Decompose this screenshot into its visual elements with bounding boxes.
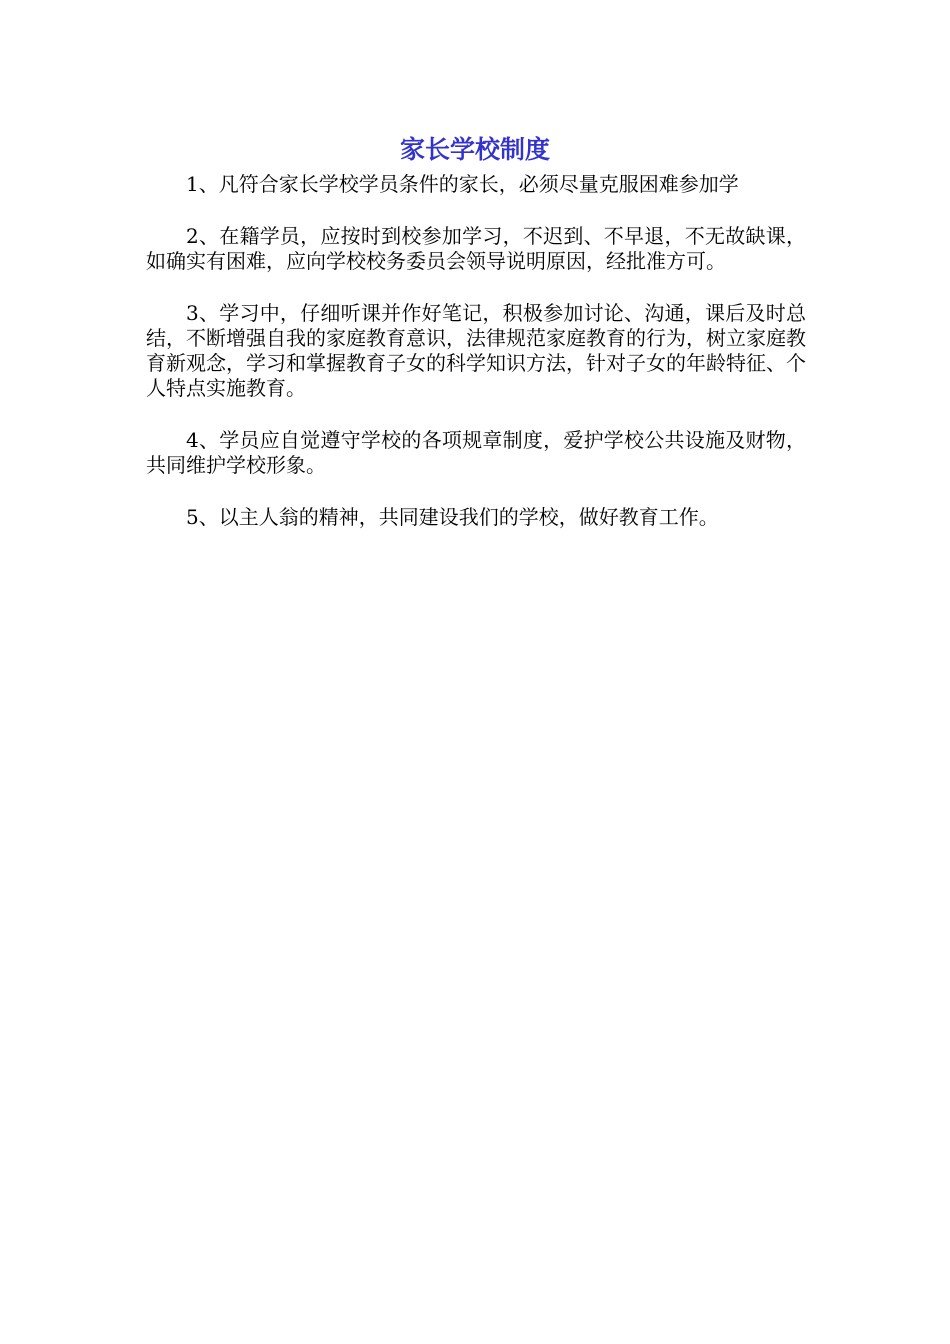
document-title: 家长学校制度	[399, 135, 550, 164]
rule-paragraph-3: 3、学习中，仔细听课并作好笔记，积极参加讨论、沟通，课后及时总结，不断增强自我的家庭教育意识，法律规范家庭教育的行为，树立家庭教育新观念，学习和掌握教育子女的科学知识方法，针对子女的年龄特征、个人特点实施教育。	[146, 301, 806, 400]
rule-paragraph-5: 5、以主人翁的精神，共同建设我们的学校，做好教育工作。	[186, 505, 719, 529]
document-body	[146, 172, 806, 557]
rule-paragraph-1: 1、凡符合家长学校学员条件的家长，必须尽量克服困难参加学	[186, 172, 739, 196]
rule-paragraph-2: 2、在籍学员，应按时到校参加学习，不迟到、不早退，不无故缺课，如确实有困难，应向学校校务委员会领导说明原因，经批准方可。	[146, 224, 806, 273]
rule-paragraph-4: 4、学员应自觉遵守学校的各项规章制度，爱护学校公共设施及财物，共同维护学校形象。	[146, 428, 806, 477]
